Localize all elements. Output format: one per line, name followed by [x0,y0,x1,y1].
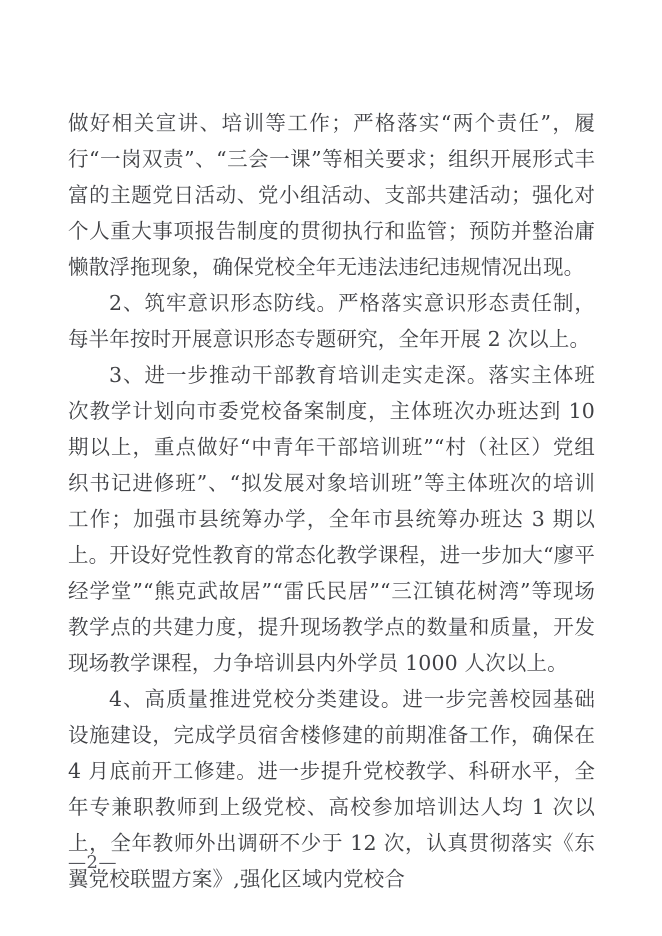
paragraph-item-3: 3、进一步推动干部教育培训走实走深。落实主体班次教学计划向市委党校备案制度，主体班次办班达到 10 期以上，重点做好“中青年干部培训班”“村（社区）党组织书记进修班”、“拟发展对象培训班”等主体班次的培训工作；加强市县统筹办学，全年市县统筹办班达 3 期以上。开设好党性教育的常态化教学课程，进一步加大“廖平经学堂”“熊克武故居”“雷氏民居”“三江镇花树湾”等现场教学点的共建力度，提升现场教学点的数量和质量，开发现场教学课程，力争培训县内外学员 1000 人次以上。 [68,363,595,675]
page-number: —2— [68,852,117,873]
page-footer [68,852,595,873]
paragraph-item-4: 4、高质量推进党校分类建设。进一步完善校园基础设施建设，完成学员宿舍楼修建的前期准备工作，确保在 4 月底前开工修建。进一步提升党校教学、科研水平，全年专兼职教师到上级党校、高校参加培训达人均 1 次以上，全年教师外出调研不少于 12 次，认真贯彻落实《东翼党校联盟方案》,强化区域内党校合 [68,687,595,891]
paragraph-item-2: 2、筑牢意识形态防线。严格落实意识形态责任制，每半年按时开展意识形态专题研究，全年开展 2 次以上。 [68,291,595,351]
page-body-text [68,105,595,897]
paragraph-continued-from-previous-page: 做好相关宣讲、培训等工作；严格落实“两个责任”，履行“一岗双责”、“三会一课”等相关要求；组织开展形式丰富的主题党日活动、党小组活动、支部共建活动；强化对个人重大事项报告制度的贯彻执行和监管；预防并整治庸懒散浮拖现象，确保党校全年无违法违纪违规情况出现。 [68,111,595,279]
